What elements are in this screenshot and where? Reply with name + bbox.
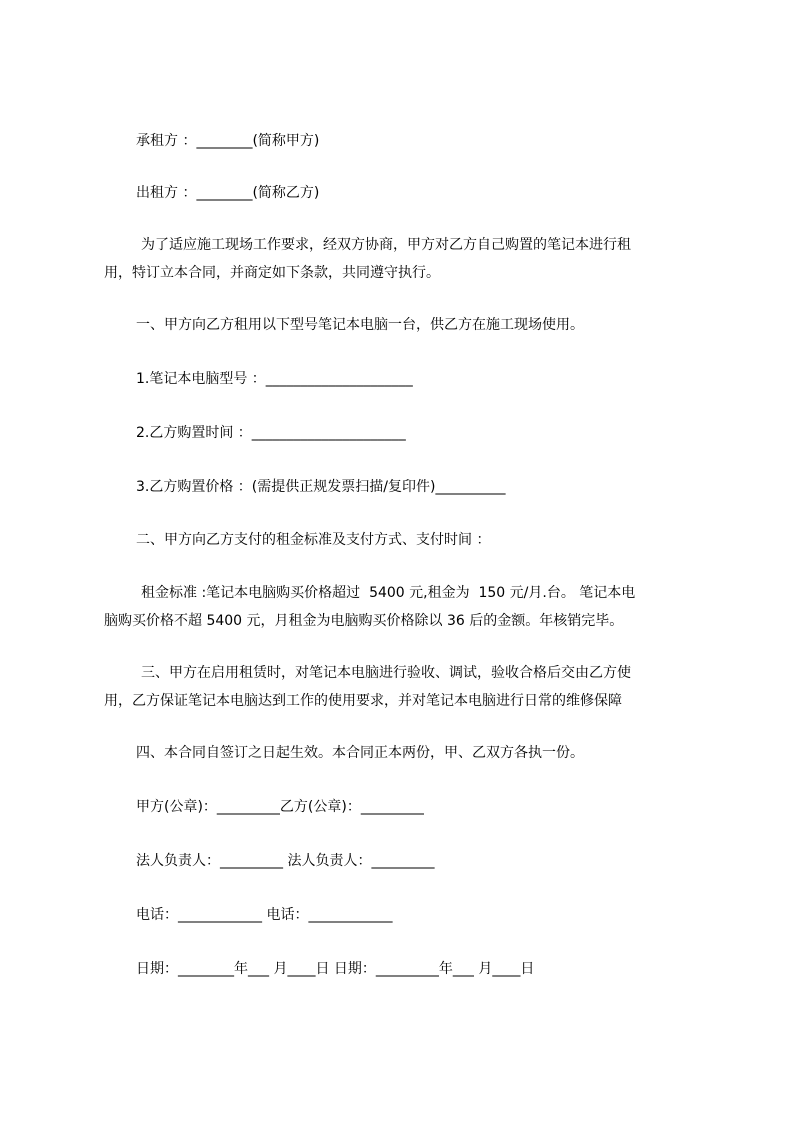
seal-line: 甲方(公章)：_________乙方(公章)：_________ [136, 799, 424, 815]
intro-line-2: 用，特订立本合同，并商定如下条款，共同遵守执行。 [104, 265, 440, 281]
clause-4: 四、本合同自签订之日起生效。本合同正本两份，甲、乙双方各执一份。 [136, 745, 584, 761]
item-3-purchase-price: 3.乙方购置价格 ：(需提供正规发票扫描/复印件)__________ [136, 479, 506, 495]
phone-line: 电话：____________ 电话：____________ [136, 907, 393, 923]
legal-representative-line: 法人负责人：_________ 法人负责人：_________ [136, 853, 435, 869]
clause-3-line-1: 三、甲方在启用租赁时，对笔记本电脑进行验收、调试，验收合格后交由乙方使 [141, 665, 631, 681]
clause-1: 一、甲方向乙方租用以下型号笔记本电脑一台，供乙方在施工现场使用。 [136, 317, 584, 333]
intro-line-1: 为了适应施工现场工作要求，经双方协商，甲方对乙方自己购置的笔记本进行租 [141, 237, 631, 253]
rent-line-2: 脑购买价格不超 5400 元，月租金为电脑购买价格除以 36 后的金额。年核销完毕。 [104, 613, 624, 629]
rent-line-1: 租金标准 :笔记本电脑购买价格超过 5400 元,租金为 150 元/月.台。 笔记本电 [141, 585, 636, 601]
lessor-line: 出租方 ：________(简称乙方) [136, 185, 320, 201]
date-line: 日期：________年___ 月____日 日期：_________年___ 月____日 [136, 961, 535, 977]
clause-3-line-2: 用，乙方保证笔记本电脑达到工作的使用要求，并对笔记本电脑进行日常的维修保障 [104, 693, 622, 709]
item-1-model: 1.笔记本电脑型号 ：_____________________ [136, 371, 413, 387]
lessee-line: 承租方 ：________(简称甲方) [136, 133, 320, 149]
item-2-purchase-time: 2.乙方购置时间 ：______________________ [136, 425, 406, 441]
clause-2: 二、甲方向乙方支付的租金标准及支付方式、支付时间 ： [136, 532, 491, 548]
